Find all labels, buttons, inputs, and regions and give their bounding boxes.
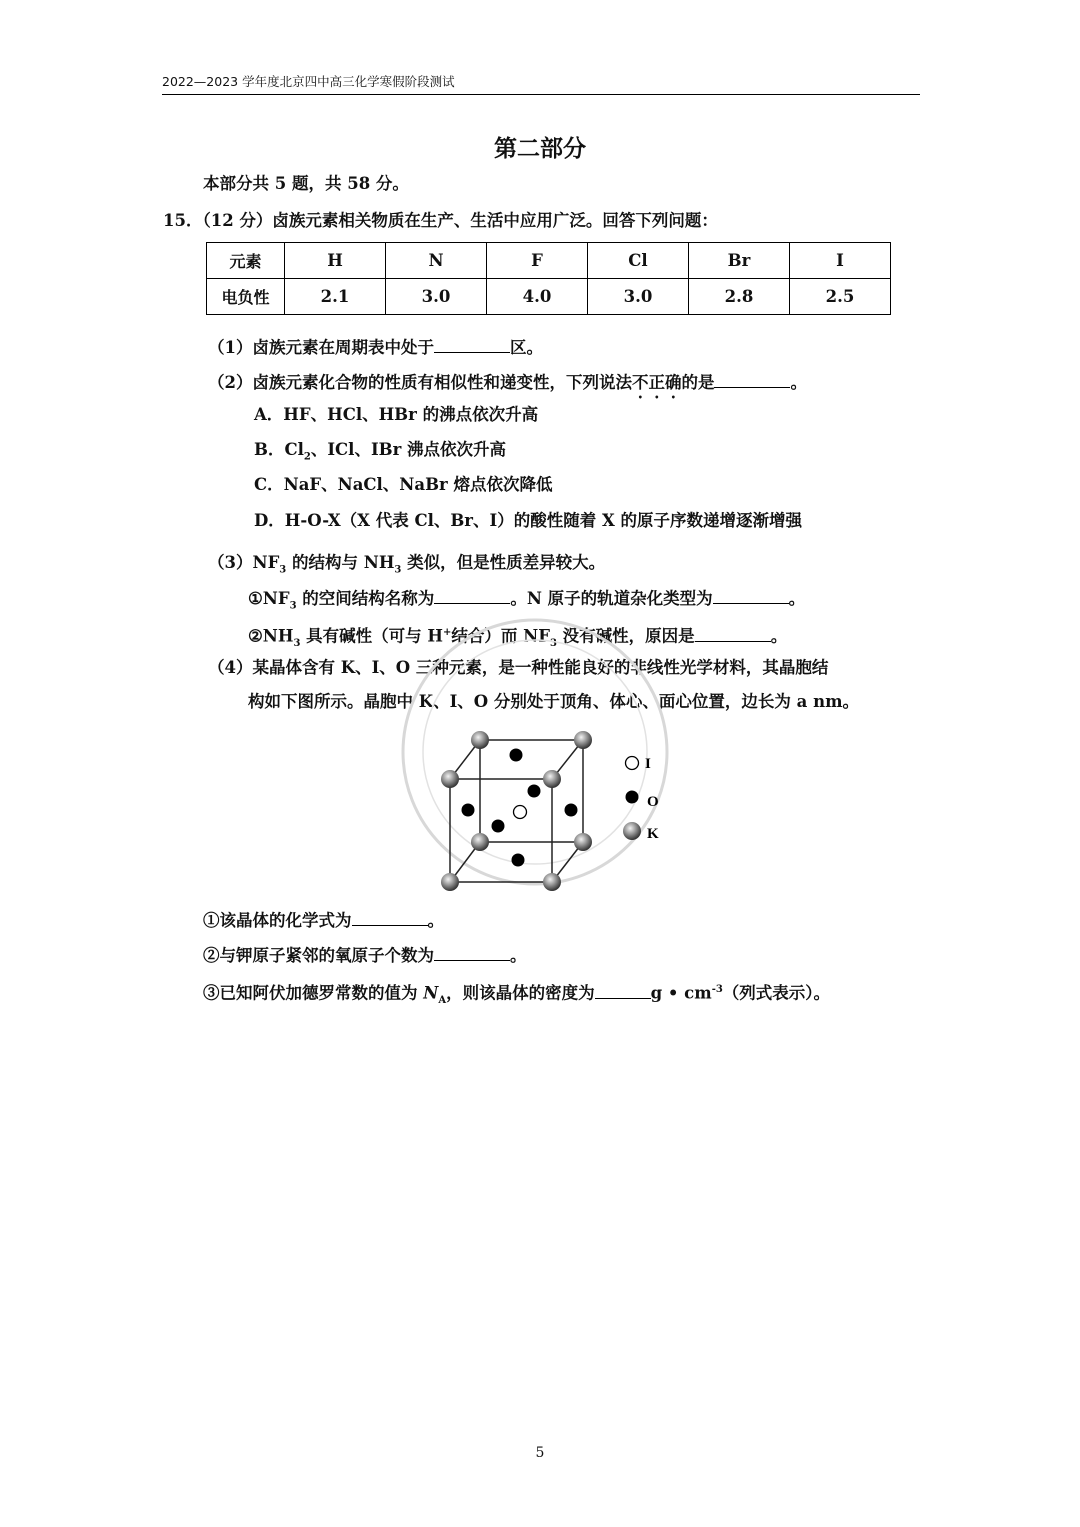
answer-blank[interactable] <box>714 371 790 388</box>
table-cell: 2.1 <box>285 279 386 315</box>
o-atom <box>512 854 525 867</box>
k-atom <box>471 731 489 749</box>
o-atom <box>492 820 505 833</box>
table-cell: I <box>790 243 891 279</box>
legend-k-marker <box>623 822 641 840</box>
o-atom <box>528 785 541 798</box>
sub-question-4-1: ①该晶体的化学式为 。 <box>203 911 444 930</box>
k-atom <box>574 833 592 851</box>
o-atom <box>510 749 523 762</box>
avogadro-symbol: N <box>423 983 439 1003</box>
table-cell: 2.5 <box>790 279 891 315</box>
section-intro: 本部分共 5 题，共 58 分。 <box>203 174 409 193</box>
legend-o-label: O <box>647 794 659 810</box>
answer-blank[interactable] <box>434 587 510 604</box>
table-cell: 3.0 <box>386 279 487 315</box>
answer-blank[interactable] <box>713 587 789 604</box>
table-cell: 电负性 <box>207 279 285 315</box>
legend-i-label: I <box>645 756 651 772</box>
table-row <box>207 243 891 279</box>
question-stem <box>163 210 718 232</box>
sub-question-4-line1: （4）某晶体含有 K、I、O 三种元素，是一种性能良好的非线性光学材料，其晶胞结 <box>208 658 829 677</box>
table-cell: N <box>386 243 487 279</box>
k-atom <box>471 833 489 851</box>
sub-question-4-2: ②与钾原子紧邻的氧原子个数为 。 <box>203 946 527 965</box>
sub-question-3: $(3)NF_3$ 的结构与 $NH_3$ 类似，但是性质差异较大。 <box>208 553 606 576</box>
table-cell: H <box>285 243 386 279</box>
question-text: （12 分）卤族元素相关物质在生产、生活中应用广泛。回答下列问题： <box>202 211 718 230</box>
table-cell: 2.8 <box>689 279 790 315</box>
o-atom <box>565 804 578 817</box>
table-cell: Cl <box>588 243 689 279</box>
k-atom <box>574 731 592 749</box>
option-d: D．H-O-X（X 代表 Cl、Br、I）的酸性随着 X 的原子序数递增逐渐增强 <box>254 511 803 530</box>
sub-question-3-2: $②NH_3$ 具有碱性（可与 H+结合）而 $NF_3$ 没有碱性，原因是 。 <box>248 626 788 649</box>
table-cell: 4.0 <box>487 279 588 315</box>
option-b: B．$Cl_2$、ICl、IBr 沸点依次升高 <box>254 440 507 463</box>
sub-question-3-1: $①NF_3$ 的空间结构名称为 。N 原子的轨道杂化类型为 。 <box>248 589 806 612</box>
legend-o-marker <box>626 791 639 804</box>
answer-blank[interactable] <box>695 625 771 642</box>
page-number: 5 <box>535 1445 545 1461</box>
k-atom <box>543 770 561 788</box>
o-atom <box>462 804 475 817</box>
option-c: C．NaF、NaCl、NaBr 熔点依次降低 <box>254 475 553 494</box>
crystal-cell-diagram <box>430 722 680 897</box>
table-cell: 3.0 <box>588 279 689 315</box>
k-atom <box>441 770 459 788</box>
section-title: 第二部分 <box>494 136 586 162</box>
legend-k-label: K <box>647 826 659 842</box>
i-atom <box>514 806 527 819</box>
sub-question-4-line2: 构如下图所示。晶胞中 K、I、O 分别处于顶角、体心、面心位置，边长为 a nm。 <box>248 692 860 711</box>
sub-question-1: （1）卤族元素在周期表中处于 区。 <box>208 338 543 357</box>
k-atom <box>543 873 561 891</box>
table-row <box>207 279 891 315</box>
electronegativity-table <box>206 242 891 315</box>
page-header: 2022—2023 学年度北京四中高三化学寒假阶段测试 <box>162 74 920 95</box>
answer-blank[interactable] <box>434 944 510 961</box>
question-number: 15． <box>163 211 203 230</box>
answer-blank[interactable] <box>595 982 651 999</box>
option-a: A．HF、HCl、HBr 的沸点依次升高 <box>254 405 539 424</box>
sub-question-4-3: ③已知阿伏加德罗常数的值为 $N_A$，则该晶体的密度为 g • $cm^{-3}$（列式表示）。 <box>203 983 831 1006</box>
table-cell: 元素 <box>207 243 285 279</box>
legend-i-marker <box>626 757 639 770</box>
answer-blank[interactable] <box>352 909 428 926</box>
table-cell: Br <box>689 243 790 279</box>
table-cell: F <box>487 243 588 279</box>
emphasis-text: 不正确 <box>631 373 682 392</box>
answer-blank[interactable] <box>434 336 510 353</box>
k-atom <box>441 873 459 891</box>
sub-question-2: （2）卤族元素化合物的性质有相似性和递变性，下列说法不正确的是 。 <box>208 373 807 392</box>
